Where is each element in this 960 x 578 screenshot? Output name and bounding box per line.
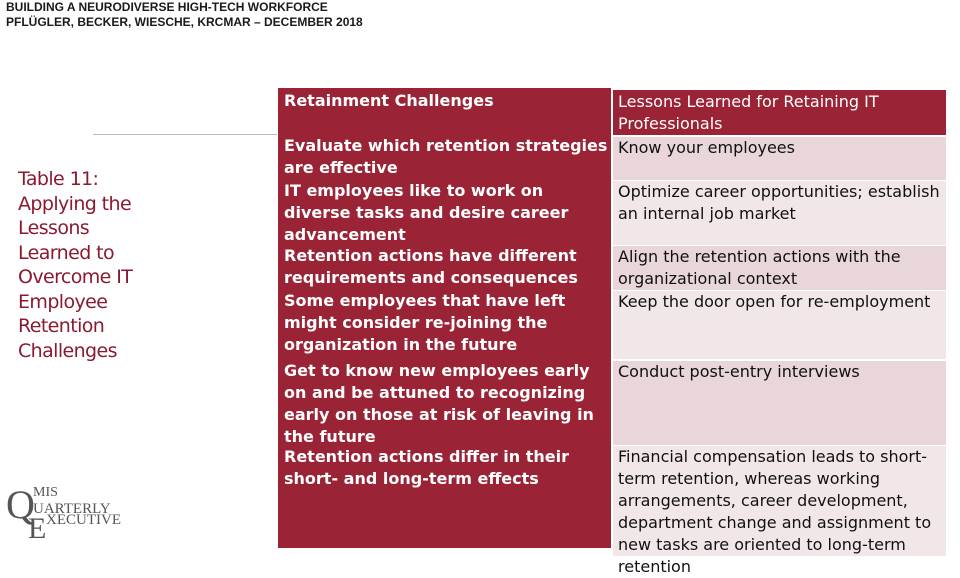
lesson-row-1: Know your employees	[613, 137, 946, 180]
header-authors: PFLÜGLER, BECKER, WIESCHE, KRCMAR – DECEMBER 2018	[6, 15, 363, 29]
header-lessons: Lessons Learned for Retaining IT Professionals	[613, 90, 946, 135]
mis-quarterly-executive-logo	[6, 484, 131, 538]
challenge-row-2: IT employees like to work on diverse tasks and desire career advancement	[284, 181, 569, 244]
logo-quarterly: UARTERLY	[33, 501, 111, 517]
challenge-row-6: Retention actions differ in their short- and long-term effects	[284, 447, 569, 488]
challenge-row-1: Evaluate which retention strategies are effective	[284, 136, 608, 177]
logo-mis: MIS	[33, 485, 58, 500]
header-title: BUILDING A NEURODIVERSE HIGH-TECH WORKFORCE	[6, 0, 328, 14]
logo-q: Q	[6, 484, 35, 527]
document-header	[6, 0, 363, 30]
logo-executive: XECUTIVE	[46, 512, 121, 528]
lesson-row-4: Keep the door open for re-employment	[613, 291, 946, 359]
logo-e: E	[28, 512, 47, 538]
divider-line	[93, 134, 277, 135]
lesson-row-3: Align the retention actions with the organizational context	[613, 246, 946, 290]
retention-table	[278, 88, 948, 576]
challenge-row-3: Retention actions have different requirements and consequences	[284, 246, 578, 287]
challenge-row-4: Some employees that have left might consider re-joining the organization in the future	[284, 291, 566, 354]
lesson-row-2: Optimize career opportunities; establish an internal job market	[613, 181, 946, 245]
lesson-row-6: Financial compensation leads to short-term retention, whereas working arrangements, career development, department change and assignment to new tasks are oriented to long-term retention	[613, 446, 946, 556]
table-caption: Table 11: Applying the Lessons Learned to Overcome IT Employee Retention Challenges	[18, 168, 133, 362]
challenge-row-5: Get to know new employees early on and be attuned to recognizing early on those at risk of leaving in the future	[284, 361, 594, 446]
lesson-row-5: Conduct post-entry interviews	[613, 361, 946, 445]
header-challenges: Retainment Challenges	[284, 91, 494, 110]
